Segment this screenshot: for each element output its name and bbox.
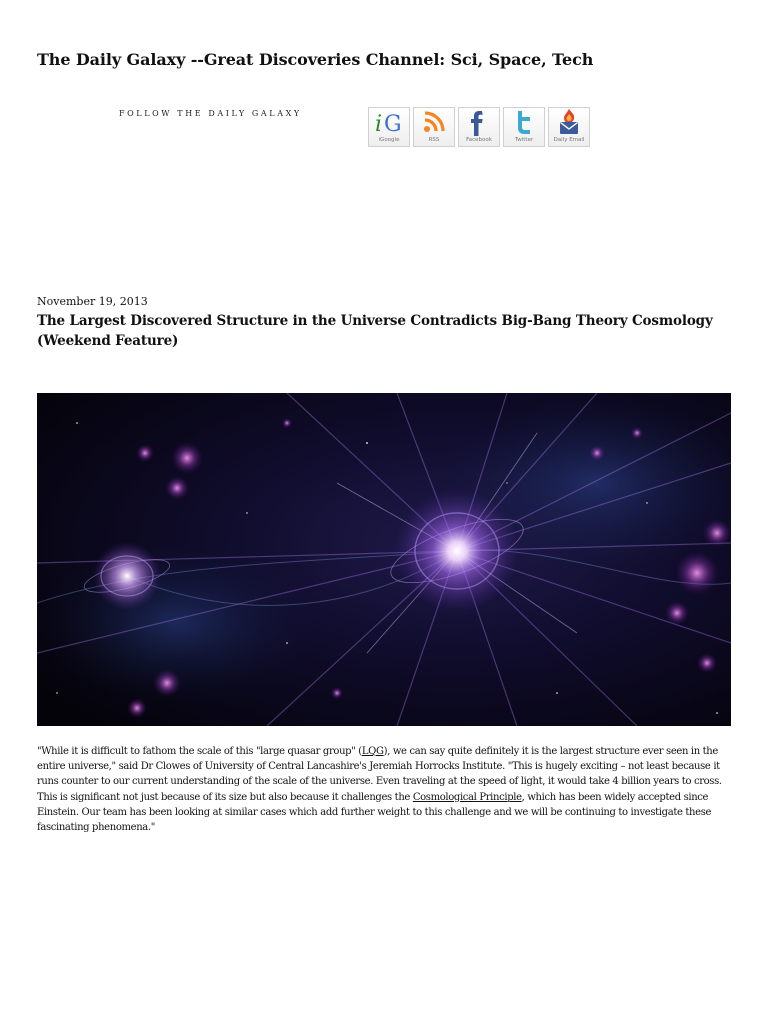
email-icon [556,108,582,136]
social-buttons [368,107,590,147]
daily-email-button[interactable] [548,107,590,147]
daily-email-caption: Daily Email [553,137,585,143]
body-text-2: ), we can say quite definitely it is the largest structure ever seen in the entire universe," said Dr Clowes of University of Central Lancashire's Jeremiah Horrocks Institute. "This is hugely exciting – not least because it runs counter to our current understanding of the scale of the universe. Even traveling at the speed of light, it would take 4 billion years to cross. This is significant not just because of its size but also because it challenges the [37,746,722,803]
twitter-caption: Twitter [514,137,534,143]
rss-icon [421,108,447,136]
follow-label: FOLLOW THE DAILY GALAXY [119,109,302,118]
post-date: November 19, 2013 [37,295,148,308]
facebook-icon [466,108,492,136]
igoogle-button[interactable] [368,107,410,147]
igoogle-caption: iGoogle [378,137,400,143]
article-hero-image [37,393,731,726]
cosmological-principle-link[interactable]: Cosmological Principle [412,791,522,803]
article-body [37,744,732,835]
site-title[interactable]: The Daily Galaxy --Great Discoveries Channel: Sci, Space, Tech [37,50,594,69]
twitter-button[interactable] [503,107,545,147]
svg-text:G: G [384,112,402,135]
rss-caption: RSS [428,137,440,143]
twitter-icon [511,108,537,136]
svg-text:i: i [375,112,383,135]
lqg-link[interactable]: LQG [361,746,384,757]
igoogle-icon [372,108,406,136]
facebook-button[interactable] [458,107,500,147]
body-text-1: "While it is difficult to fathom the scale of this "large quasar group" ( [37,746,362,757]
quasar-illustration [37,393,731,726]
body-text-3: , which has been widely accepted since Einstein. Our team has been looking at similar cases which add further weight to this challenge and we will be continuing to investigate these fascinating phenomena." [37,791,712,834]
facebook-caption: Facebook [466,137,492,143]
post-title[interactable]: The Largest Discovered Structure in the Universe Contradicts Big-Bang Theory Cosmology (Weekend Feature) [37,313,713,349]
rss-button[interactable] [413,107,455,147]
